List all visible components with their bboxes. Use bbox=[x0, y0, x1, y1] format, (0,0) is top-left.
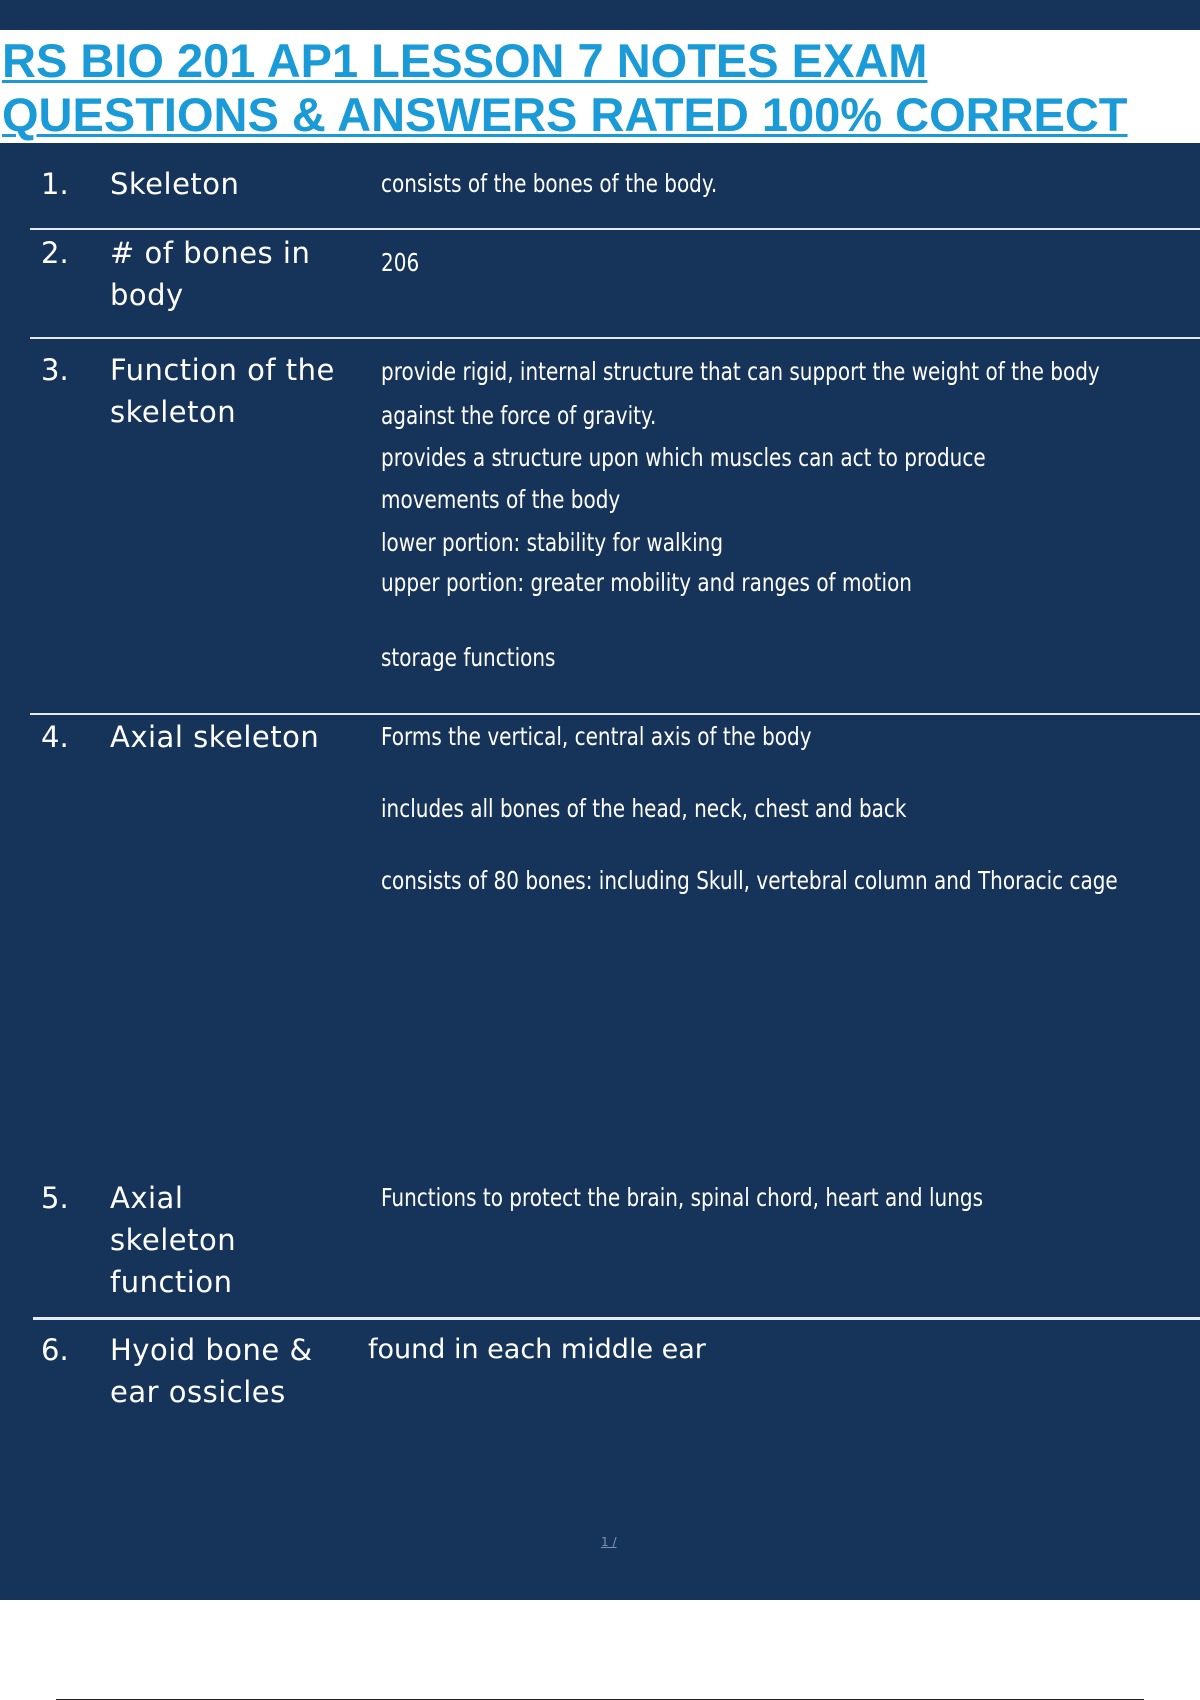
row-term: Hyoid bone & ear ossicles bbox=[110, 1333, 313, 1409]
table-row-3 bbox=[30, 349, 1200, 715]
row-number: 2. bbox=[41, 236, 69, 270]
definition-line: consists of the bones of the body. bbox=[381, 169, 718, 198]
definition-line: 206 bbox=[381, 248, 420, 277]
row-term: Function of the skeleton bbox=[110, 353, 335, 429]
row-term: # of bones in body bbox=[110, 236, 311, 312]
row-definition bbox=[381, 242, 1037, 284]
definition-line: provides a structure upon which muscles can act to produce bbox=[381, 443, 986, 472]
row-definition bbox=[381, 716, 1118, 902]
row-number: 6. bbox=[41, 1333, 69, 1367]
table-row-6 bbox=[33, 1329, 1200, 1429]
spacer bbox=[381, 830, 1037, 860]
row-definition bbox=[381, 1177, 1037, 1219]
definition-line: Functions to protect the brain, spinal chord, heart and lungs bbox=[381, 1183, 984, 1212]
definition-line: against the force of gravity. bbox=[381, 401, 657, 430]
row-number: 3. bbox=[41, 353, 69, 387]
table-row-5 bbox=[33, 1177, 1200, 1320]
definition-line: Forms the vertical, central axis of the body bbox=[381, 722, 812, 751]
definition-line: consists of 80 bones: including Skull, vertebral column and Thoracic cage bbox=[381, 866, 1118, 895]
row-definition bbox=[368, 1329, 1068, 1371]
definition-line: movements of the body bbox=[381, 485, 621, 514]
row-term: Axial skeleton bbox=[110, 720, 320, 754]
definition-line: found in each middle ear bbox=[368, 1334, 706, 1365]
row-number: 1. bbox=[41, 167, 69, 201]
spacer bbox=[381, 758, 1037, 788]
top-banner-band bbox=[0, 0, 1200, 30]
page-number: 1 / bbox=[601, 1535, 617, 1549]
title-line-1[interactable]: RS BIO 201 AP1 LESSON 7 NOTES EXAM bbox=[2, 34, 928, 87]
row-number: 4. bbox=[41, 720, 69, 754]
title-line-2[interactable]: QUESTIONS & ANSWERS RATED 100% CORRECT bbox=[2, 88, 1128, 141]
definition-line: storage functions bbox=[381, 643, 556, 672]
row-term: Axial skeleton function bbox=[110, 1181, 237, 1299]
row-term: Skeleton bbox=[110, 167, 240, 201]
row-definition bbox=[381, 349, 1100, 679]
row-definition bbox=[381, 163, 1037, 205]
definition-line: provide rigid, internal structure that can support the weight of the body bbox=[381, 357, 1100, 386]
flashcard-table bbox=[0, 143, 1200, 1600]
definition-line: upper portion: greater mobility and ranges of motion bbox=[381, 568, 912, 597]
document-title bbox=[0, 30, 1200, 146]
table-row-1 bbox=[30, 163, 1200, 230]
table-row-2 bbox=[30, 232, 1200, 339]
definition-line: includes all bones of the head, neck, chest and back bbox=[381, 794, 907, 823]
definition-line: lower portion: stability for walking bbox=[381, 528, 724, 557]
spacer bbox=[381, 601, 1037, 637]
row-number: 5. bbox=[41, 1181, 69, 1215]
